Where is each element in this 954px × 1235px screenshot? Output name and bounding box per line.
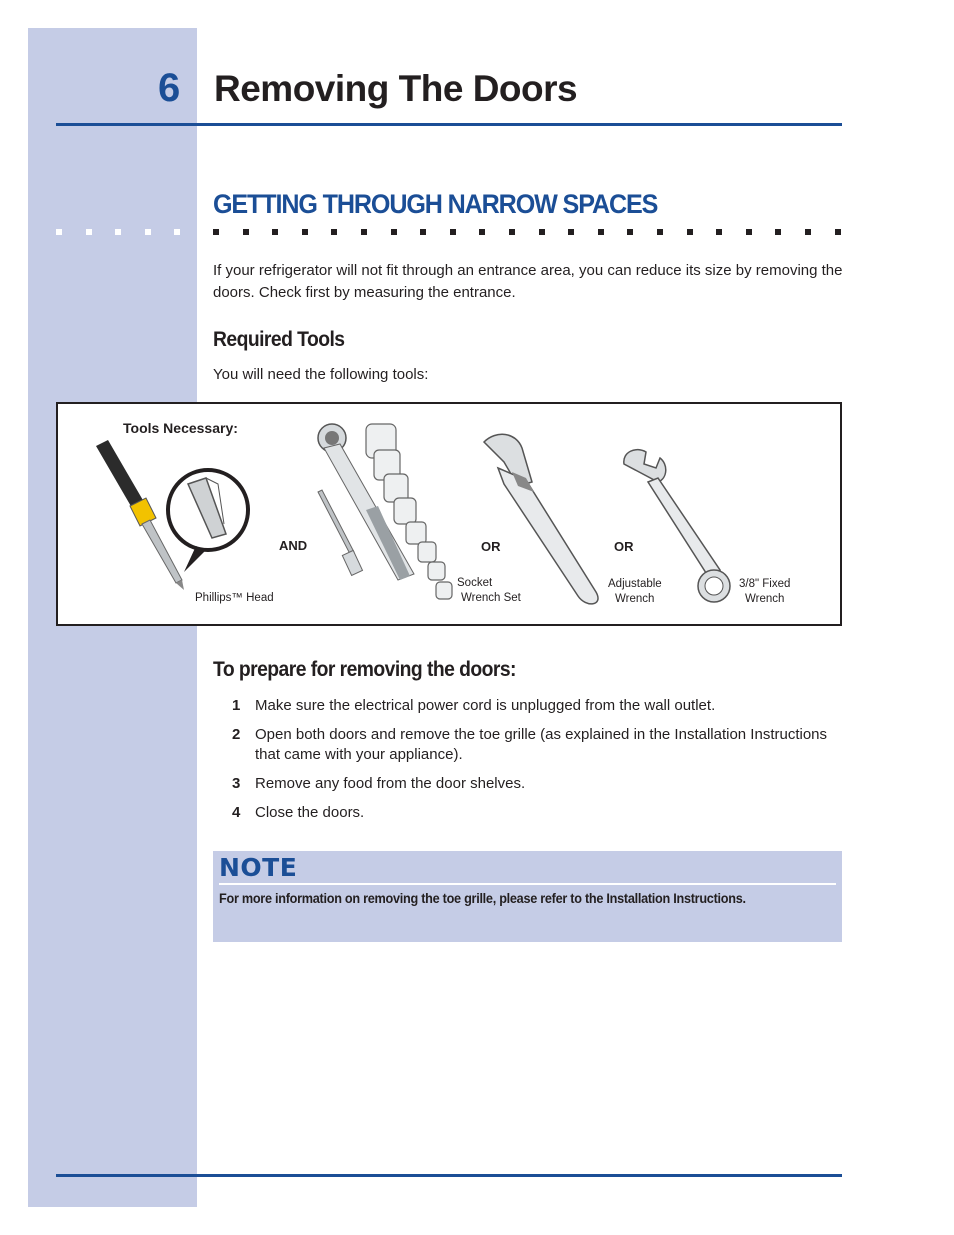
list-item	[229, 696, 829, 716]
adjustable-caption-1: Adjustable	[608, 578, 662, 590]
divider-dot	[145, 229, 151, 235]
prepare-steps-list	[229, 696, 829, 832]
step-text: Make sure the electrical power cord is unplugged from the wall outlet.	[255, 697, 716, 714]
socket-wrench-icon	[318, 424, 452, 599]
divider-dot	[627, 229, 633, 235]
step-number: 2	[232, 726, 241, 743]
list-item	[229, 725, 829, 765]
divider-dot	[598, 229, 604, 235]
divider-dot	[272, 229, 278, 235]
note-text: For more information on removing the toe grille, please refer to the Installation Instructions.	[219, 891, 746, 906]
divider-dot	[835, 229, 841, 235]
divider-dot	[687, 229, 693, 235]
page-title: Removing The Doors	[214, 68, 578, 109]
and-label: AND	[279, 538, 308, 553]
divider-dot	[115, 229, 121, 235]
step-number: 3	[232, 775, 241, 792]
step-number: 4	[232, 804, 241, 821]
divider-dot	[56, 229, 62, 235]
divider-dot	[479, 229, 485, 235]
or-label-2: OR	[614, 539, 634, 554]
divider-dot	[174, 229, 180, 235]
divider-dot	[746, 229, 752, 235]
divider-dot	[716, 229, 722, 235]
divider-dot	[302, 229, 308, 235]
divider-dot	[361, 229, 367, 235]
socket-caption-1: Socket	[457, 577, 493, 589]
list-item	[229, 803, 829, 823]
divider-dot	[450, 229, 456, 235]
tools-heading: Tools Necessary:	[123, 420, 238, 436]
required-tools-heading: Required Tools	[213, 328, 345, 351]
phillips-caption: Phillips™ Head	[195, 592, 274, 604]
adjustable-wrench-icon	[484, 434, 598, 604]
step-text: Close the doors.	[255, 804, 365, 821]
note-title: NOTE	[219, 853, 298, 882]
prepare-heading: To prepare for removing the doors:	[213, 658, 516, 681]
intro-paragraph: If your refrigerator will not fit through an entrance area, you can reduce its size by removing the doors. Check first by measuring the entrance.	[213, 262, 843, 301]
header-rule	[56, 123, 842, 126]
divider-dot	[775, 229, 781, 235]
divider-dot	[391, 229, 397, 235]
divider-dot	[331, 229, 337, 235]
fixed-caption-1: 3/8" Fixed	[739, 578, 791, 590]
divider-dot	[86, 229, 92, 235]
screwdriver-icon	[96, 440, 248, 590]
footer-rule	[56, 1174, 842, 1177]
divider-dot	[568, 229, 574, 235]
required-tools-text: You will need the following tools:	[213, 366, 429, 383]
fixed-caption-2: Wrench	[745, 593, 785, 605]
divider-dot	[243, 229, 249, 235]
step-text: Remove any food from the door shelves.	[255, 775, 526, 792]
list-item	[229, 774, 829, 794]
step-number: 1	[232, 697, 241, 714]
divider-dot	[539, 229, 545, 235]
dotted-divider-left	[56, 229, 186, 236]
note-rule	[219, 883, 836, 885]
divider-dot	[805, 229, 811, 235]
adjustable-caption-2: Wrench	[615, 593, 655, 605]
divider-dot	[213, 229, 219, 235]
divider-dot	[657, 229, 663, 235]
chapter-number: 6	[158, 66, 181, 110]
section-title: GETTING THROUGH NARROW SPACES	[213, 189, 658, 219]
socket-caption-2: Wrench Set	[461, 592, 521, 604]
dotted-divider-right	[211, 229, 843, 236]
or-label-1: OR	[481, 539, 501, 554]
step-text: Open both doors and remove the toe grille (as explained in the Installation Instructions that came with your appliance).	[255, 726, 828, 763]
divider-dot	[420, 229, 426, 235]
divider-dot	[509, 229, 515, 235]
